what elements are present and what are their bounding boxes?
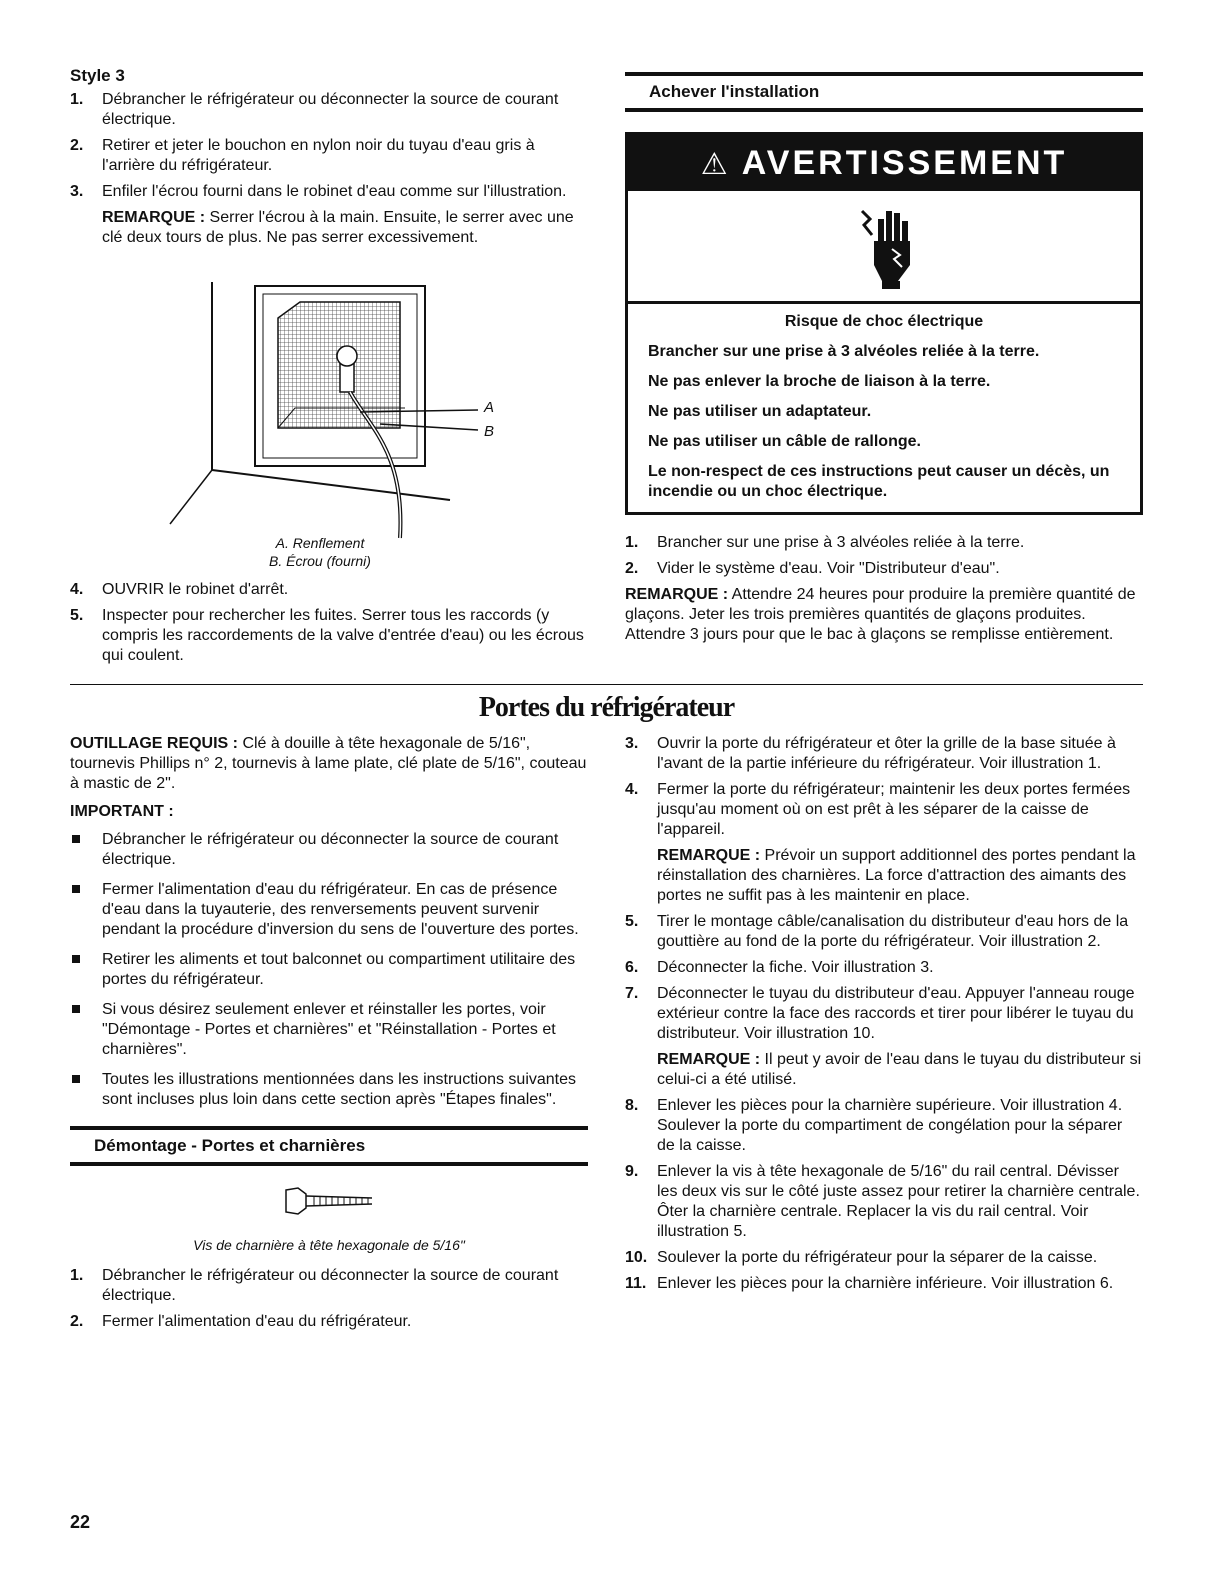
achever-heading: Achever l'installation <box>649 82 820 101</box>
step-number: 8. <box>625 1097 639 1114</box>
square-bullet-icon <box>72 885 80 893</box>
step-text: Soulever la porte du réfrigérateur pour la séparer de la caisse. <box>657 1249 1098 1266</box>
demontage-heading: Démontage - Portes et charnières <box>94 1136 366 1155</box>
step-text: Fermer la porte du réfrigérateur; maintenir les deux portes fermées jusqu'au moment où on est prêt à les séparer de la caisse de l'appareil. <box>657 781 1131 838</box>
doors-steps-a <box>625 734 1143 840</box>
square-bullet-icon <box>72 955 80 963</box>
square-bullet-icon <box>72 835 80 843</box>
step-number: 7. <box>625 985 639 1002</box>
warning-line: Brancher sur une prise à 3 alvéoles reliée à la terre. <box>648 343 1040 360</box>
square-bullet-icon <box>72 1005 80 1013</box>
warning-box <box>625 132 1143 515</box>
bullet-text: Fermer l'alimentation d'eau du réfrigérateur. En cas de présence d'eau dans la tuyauterie, des renversements peuvent survenir pendant la procédure d'inversion du sens de l'ouverture des portes. <box>102 881 579 938</box>
step-number: 3. <box>625 735 639 752</box>
step-text: Vider le système d'eau. Voir "Distributeur d'eau". <box>657 560 1000 577</box>
step-number: 5. <box>70 607 84 624</box>
achever-steps <box>625 533 1143 579</box>
caption-b: B. Écrou (fourni) <box>269 553 371 569</box>
step-text: Tirer le montage câble/canalisation du distributeur d'eau hors de la gouttière au fond de la porte du réfrigérateur. Voir illustration 2. <box>657 913 1129 950</box>
page-number: 22 <box>70 1512 91 1532</box>
list-item <box>70 1312 588 1332</box>
list-item <box>70 90 588 130</box>
list-item <box>625 559 1143 579</box>
step-text: Ouvrir la porte du réfrigérateur et ôter la grille de la base située à l'avant de la partie inférieure du réfrigérateur. Voir illustration 1. <box>657 735 1116 772</box>
step-text: Déconnecter la fiche. Voir illustration 3. <box>657 959 934 976</box>
section-divider <box>70 684 1143 685</box>
step-number: 9. <box>625 1163 639 1180</box>
list-item <box>70 880 588 940</box>
doors-steps-c <box>625 1096 1143 1294</box>
step-text: OUVRIR le robinet d'arrêt. <box>102 581 289 598</box>
note-label: REMARQUE : <box>657 847 761 864</box>
step-number: 1. <box>625 534 639 551</box>
warning-text <box>628 304 1140 512</box>
style3-steps-2 <box>70 580 588 666</box>
note-text: Serrer l'écrou à la main. Ensuite, le serrer avec une clé deux tours de plus. Ne pas serrer excessivement. <box>102 209 574 246</box>
list-item <box>625 1274 1143 1294</box>
step-text: Fermer l'alimentation d'eau du réfrigérateur. <box>102 1313 412 1330</box>
water-valve-illustration <box>160 278 520 548</box>
note-text: Prévoir un support additionnel des portes pendant la réinstallation des charnières. La force d'attraction des aimants des portes ne suffit pas à les maintenir en place. <box>657 847 1136 904</box>
step-number: 10. <box>625 1249 648 1266</box>
step-number: 4. <box>625 781 639 798</box>
step-number: 6. <box>625 959 639 976</box>
warning-risk: Risque de choc électrique <box>784 313 984 330</box>
bullet-text: Si vous désirez seulement enlever et réinstaller les portes, voir "Démontage - Portes et charnières" et "Réinstallation - Portes et charnières". <box>102 1001 556 1058</box>
step-number: 1. <box>70 91 84 108</box>
list-item <box>70 606 588 666</box>
note-text: Attendre 24 heures pour produire la première quantité de glaçons. Jeter les trois premières quantités de glaçons produites. Attendre 3 jours pour que le bac à glaçons se remplisse entièrement. <box>625 586 1136 643</box>
valve-drawing <box>160 278 520 548</box>
label-a: A <box>484 399 495 416</box>
step-text: Inspecter pour rechercher les fuites. Serrer tous les raccords (y compris les raccordements de la valve d'entrée d'eau) ou les écrous qui coulent. <box>102 607 584 664</box>
warning-line: Ne pas utiliser un adaptateur. <box>648 403 872 420</box>
note-label: REMARQUE : <box>102 209 206 226</box>
bullet-text: Retirer les aliments et tout balconnet ou compartiment utilitaire des portes du réfrigérateur. <box>102 951 576 988</box>
style3-steps <box>70 90 588 202</box>
screw-caption: Vis de charnière à tête hexagonale de 5/16" <box>193 1237 465 1253</box>
bullet-text: Toutes les illustrations mentionnées dans les instructions suivantes sont incluses plus loin dans cette section après "Étapes finales". <box>102 1071 577 1108</box>
step-number: 2. <box>625 560 639 577</box>
doors-note-2 <box>657 1050 1143 1090</box>
warning-line: Ne pas enlever la broche de liaison à la terre. <box>648 373 991 390</box>
achever-section <box>625 72 1143 645</box>
doors-steps-b <box>625 912 1143 1044</box>
warning-line: Ne pas utiliser un câble de rallonge. <box>648 433 921 450</box>
step-text: Déconnecter le tuyau du distributeur d'eau. Appuyer l'anneau rouge extérieur contre la face des raccords et tirer pour libérer le tuyau du distributeur. Voir illustration 10. <box>657 985 1135 1042</box>
list-item <box>625 734 1143 774</box>
list-item <box>625 984 1143 1044</box>
step-text: Enlever la vis à tête hexagonale de 5/16" du rail central. Dévisser les deux vis sur le côté juste assez pour retirer la charnière centrale. Ôter la charnière centrale. Replacer la vis du rail central. Voir illustration 5. <box>657 1163 1140 1240</box>
style3-heading: Style 3 <box>70 66 125 85</box>
doors-left-column <box>70 734 588 1338</box>
doors-right-column <box>625 734 1143 1300</box>
step-number: 2. <box>70 137 84 154</box>
list-item <box>70 830 588 870</box>
list-item <box>625 533 1143 553</box>
achever-note <box>625 585 1143 645</box>
section-rule-bottom <box>625 108 1143 112</box>
important-label: IMPORTANT : <box>70 803 174 820</box>
step-number: 3. <box>70 183 84 200</box>
list-item <box>70 1070 588 1110</box>
label-b: B <box>484 423 495 440</box>
step-text: Enlever les pièces pour la charnière supérieure. Voir illustration 4. Soulever la porte du compartiment de congélation pour la séparer de la caisse. <box>657 1097 1123 1154</box>
hex-screw-icon <box>284 1186 374 1216</box>
bullet-text: Débrancher le réfrigérateur ou déconnecter la source de courant électrique. <box>102 831 559 868</box>
list-item <box>70 580 588 600</box>
electric-shock-hand-icon <box>858 205 918 289</box>
step-text: Retirer et jeter le bouchon en nylon noir du tuyau d'eau gris à l'arrière du réfrigérateur. <box>102 137 535 174</box>
list-item <box>70 950 588 990</box>
step-number: 1. <box>70 1267 84 1284</box>
style3-note <box>102 208 588 248</box>
tools-label: OUTILLAGE REQUIS : <box>70 735 238 752</box>
warning-icon-area <box>628 191 1140 304</box>
list-item <box>625 780 1143 840</box>
warning-title-bar <box>628 135 1140 191</box>
step-text: Enlever les pièces pour la charnière inférieure. Voir illustration 6. <box>657 1275 1114 1292</box>
caption-a: A. Renflement <box>275 535 365 551</box>
square-bullet-icon <box>72 1075 80 1083</box>
step-text: Débrancher le réfrigérateur ou déconnecter la source de courant électrique. <box>102 91 559 128</box>
warning-title: AVERTISSEMENT <box>741 144 1068 182</box>
list-item <box>625 1162 1143 1242</box>
step-number: 11. <box>625 1275 647 1292</box>
warning-triangle-icon: ⚠ <box>700 148 731 181</box>
figure-caption <box>160 534 480 570</box>
list-item <box>70 136 588 176</box>
list-item <box>625 1096 1143 1156</box>
list-item <box>70 1266 588 1306</box>
warning-line: Le non-respect de ces instructions peut causer un décès, un incendie ou un choc électrique. <box>648 463 1110 500</box>
demontage-steps <box>70 1266 588 1332</box>
step-text: Enfiler l'écrou fourni dans le robinet d'eau comme sur l'illustration. <box>102 183 567 200</box>
tools-text: Clé à douille à tête hexagonale de 5/16", tournevis Phillips n° 2, tournevis à lame plate, clé plate de 5/16", couteau à mastic de 2". <box>70 735 587 792</box>
step-text: Brancher sur une prise à 3 alvéoles reliée à la terre. <box>657 534 1025 551</box>
step-text: Débrancher le réfrigérateur ou déconnecter la source de courant électrique. <box>102 1267 559 1304</box>
list-item <box>625 958 1143 978</box>
step-number: 4. <box>70 581 84 598</box>
list-item <box>70 182 588 202</box>
note-label: REMARQUE : <box>657 1051 761 1068</box>
tools-required <box>70 734 588 794</box>
list-item <box>625 1248 1143 1268</box>
screw-figure <box>70 1176 588 1236</box>
note-text: Il peut y avoir de l'eau dans le tuyau du distributeur si celui-ci a été utilisé. <box>657 1051 1142 1088</box>
list-item <box>625 912 1143 952</box>
step-number: 5. <box>625 913 639 930</box>
step-number: 2. <box>70 1313 84 1330</box>
important-list <box>70 830 588 1110</box>
section-title: Portes du réfrigérateur <box>478 692 735 723</box>
subsection-rule-bottom <box>70 1162 588 1166</box>
style3-steps-cont <box>70 580 588 672</box>
doors-note-1 <box>657 846 1143 906</box>
note-label: REMARQUE : <box>625 586 729 603</box>
list-item <box>70 1000 588 1060</box>
style3-section <box>70 66 588 248</box>
